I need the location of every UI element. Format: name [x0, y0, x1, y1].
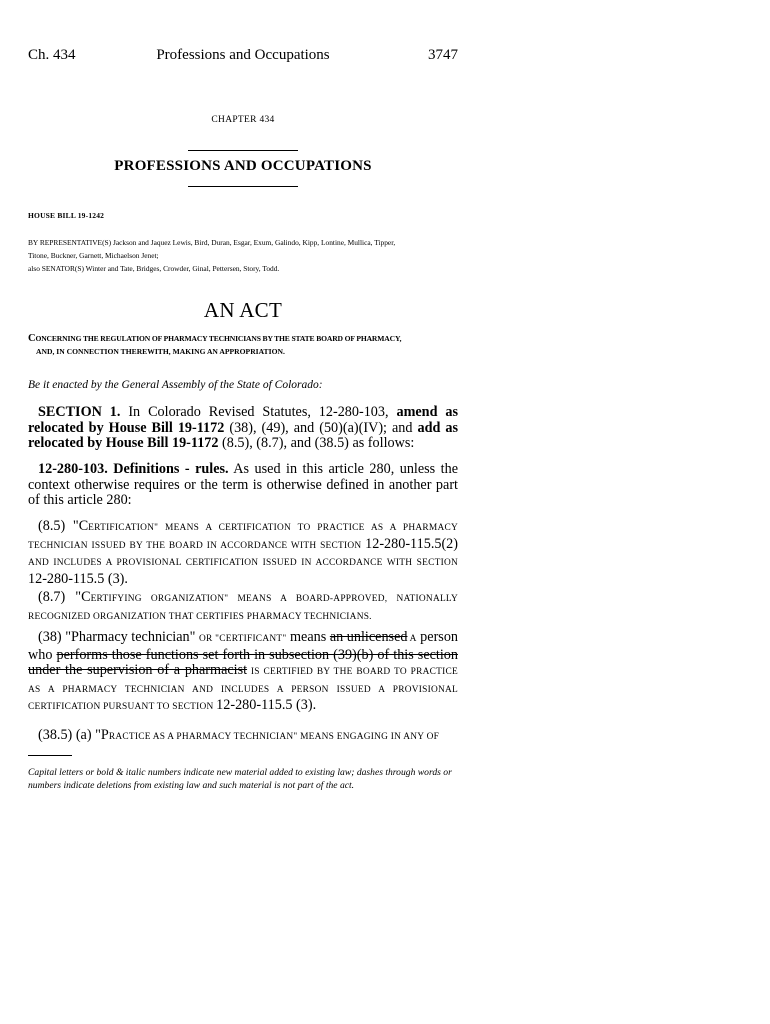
definitions-label: 12-280-103. Definitions - rules.	[38, 461, 229, 477]
page-number: 3747	[428, 47, 458, 63]
small-caps-initial: C	[81, 589, 91, 605]
title-rule-bottom	[188, 186, 298, 187]
definitions-paragraph	[28, 462, 458, 509]
statute-reference: 12-280-115.5 (3).	[28, 570, 128, 587]
definition-number: (8.7) "	[38, 589, 82, 605]
section-text: In Colorado Revised Statutes, 12-280-103,	[120, 404, 397, 420]
new-material-text: IS CERTIFIED BY THE BOARD TO PRACTICE AS A PHARMACY TECHNICIAN AND INCLUDES A PERSON ISSUED A PROVISIONAL CERTIFICATION PURSUANT TO SECTION	[28, 667, 458, 712]
footnote: Capital letters or bold & italic numbers indicate new material added to existing law; dashes through words or numbers indicate deletions from existing law and such material is not part of the act.	[28, 767, 452, 791]
statute-reference: 12-280-115.5(2)	[365, 535, 458, 552]
definition-text: (38) "Pharmacy technician"	[38, 629, 199, 645]
new-material-text: ERTIFICATION" MEANS A CERTIFICATION TO PRACTICE AS A PHARMACY TECHNICIAN ISSUED BY THE BOARD IN ACCORDANCE WITH SECTION	[28, 523, 458, 551]
chapter-reference: Ch. 434	[28, 47, 76, 63]
definition-text: person who	[28, 629, 459, 663]
bill-number: HOUSE BILL 19-1242	[28, 211, 105, 220]
running-title: Professions and Occupations	[156, 47, 330, 63]
definition-text: means	[286, 629, 330, 645]
small-caps-initial: C	[78, 518, 89, 534]
definition-8-7	[28, 590, 458, 625]
definitions-text: As used in this article 280, unless the context otherwise requires or the term is otherwise defined in another part of this article 280:	[28, 461, 458, 508]
new-material-text: RACTICE AS A PHARMACY TECHNICIAN" MEANS ENGAGING IN ANY OF	[108, 732, 440, 742]
footnote-rule	[28, 755, 72, 756]
concerning-initial: C	[28, 333, 36, 344]
section-label: SECTION 1.	[38, 404, 121, 420]
deleted-text: performs those functions set forth in subsection (39)(b) of this section under the supervision of a pharmacist	[28, 646, 458, 678]
enacting-clause: Be it enacted by the General Assembly of the State of Colorado:	[28, 379, 323, 391]
concerning-clause	[28, 332, 460, 358]
concerning-line: ONCERNING THE REGULATION OF PHARMACY TECHNICIANS BY THE STATE BOARD OF PHARMACY,	[35, 334, 402, 343]
section-1-paragraph	[28, 405, 458, 452]
sponsors-line: also SENATOR(S) Winter and Tate, Bridges, Crowder, Ginal, Pettersen, Story, Todd.	[28, 264, 280, 273]
definition-number: (38.5) (a) "	[38, 727, 101, 743]
sponsors-block	[28, 236, 458, 275]
concerning-line: AND, IN CONNECTION THEREWITH, MAKING AN APPROPRIATION.	[36, 347, 285, 356]
new-material-text: OR "CERTIFICANT"	[198, 634, 287, 644]
small-caps-initial: P	[100, 727, 109, 743]
new-material-text: ERTIFYING ORGANIZATION" MEANS A BOARD-APPROVED, NATIONALLY RECOGNIZED ORGANIZATION THAT CERTIFIES PHARMACY TECHNICIANS.	[28, 594, 458, 622]
statute-reference: 12-280-115.5 (3).	[216, 697, 317, 713]
chapter-title: PROFESSIONS AND OCCUPATIONS	[114, 158, 372, 174]
section-text: (8.5), (8.7), and (38.5) as follows:	[218, 435, 415, 451]
sponsors-line: Titone, Buckner, Garnett, Michaelson Jenet;	[28, 251, 159, 260]
new-material-text: AND INCLUDES A PROVISIONAL CERTIFICATION ISSUED IN ACCORDANCE WITH SECTION	[28, 558, 458, 568]
definition-38-5	[28, 728, 458, 746]
deleted-text: an unlicensed	[329, 629, 408, 645]
new-material-text: A	[407, 634, 417, 644]
title-rule-top	[188, 150, 298, 151]
definition-number: (8.5) "	[38, 518, 79, 534]
act-heading: AN ACT	[203, 298, 283, 322]
definition-38	[28, 630, 458, 716]
definition-8-5	[28, 519, 458, 587]
section-text: (38), (49), and (50)(a)(IV); and	[224, 419, 418, 436]
sponsors-line: BY REPRESENTATIVE(S) Jackson and Jaquez Lewis, Bird, Duran, Esgar, Exum, Galindo, Kipp, Lontine, Mullica, Tipper,	[28, 238, 396, 247]
chapter-label: CHAPTER 434	[211, 115, 275, 125]
section-bold-text: add as relocated by House Bill 19-1172	[28, 419, 458, 451]
section-bold-text: amend as relocated by House Bill 19-1172	[28, 404, 458, 436]
